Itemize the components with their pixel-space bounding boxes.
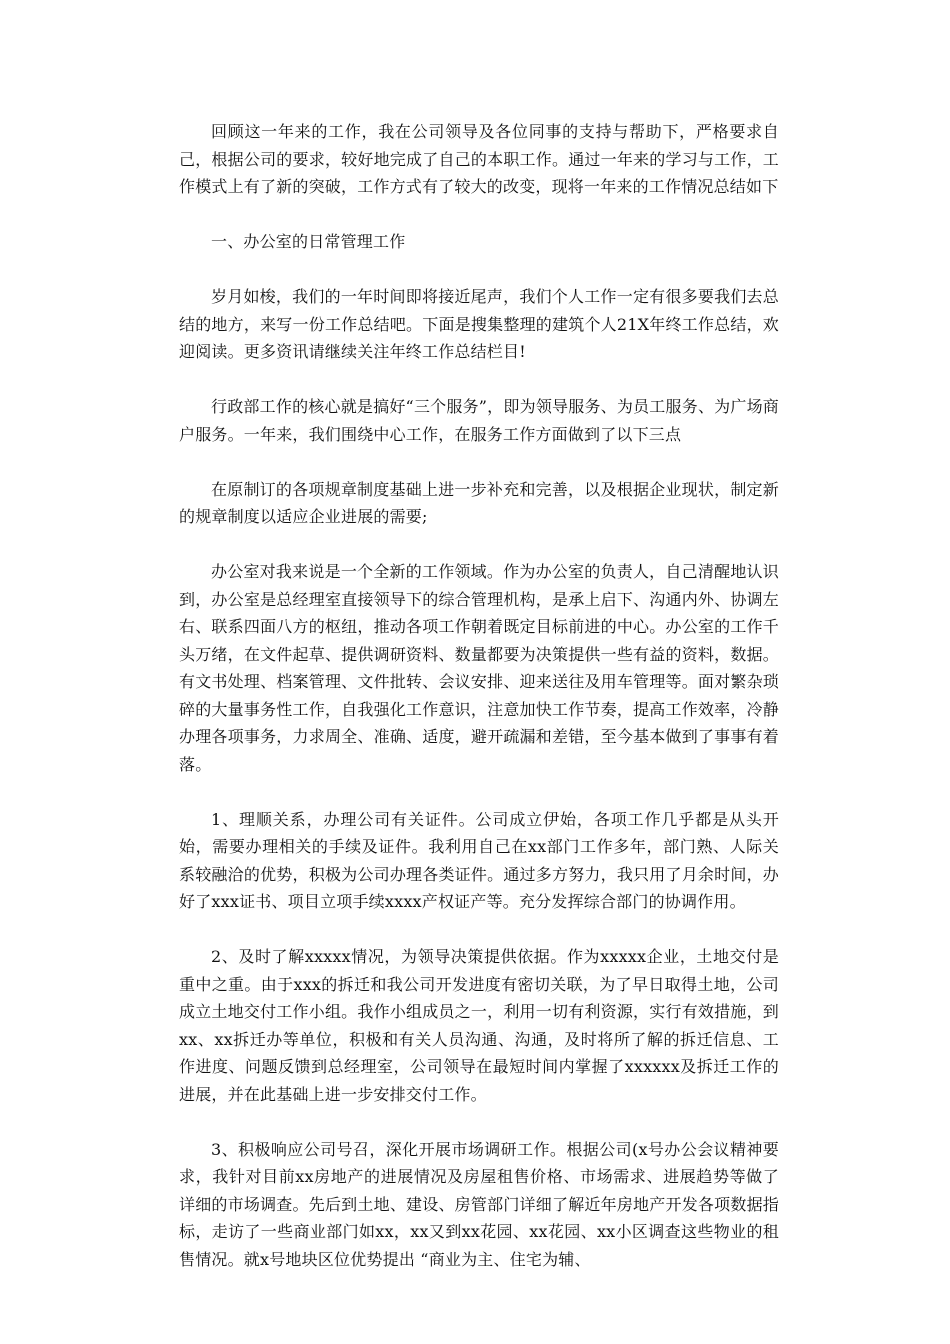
body-paragraph: 在原制订的各项规章制度基础上进一步补充和完善，以及根据企业现状，制定新的规章制度以适应企业进展的需要;	[179, 479, 779, 526]
document-body	[179, 118, 779, 1301]
numbered-item-paragraph: 1、理顺关系，办理公司有关证件。公司成立伊始，各项工作几乎都是从头开始，需要办理相关的手续及证件。我利用自己在xx部门工作多年，部门熟、人际关系较融洽的优势，积极为公司办理各类证件。通过多方努力，我只用了月余时间，办好了xxx证书、项目立项手续xxxx产权证产等。充分发挥综合部门的协调作用。	[179, 809, 779, 911]
numbered-item-paragraph: 2、及时了解xxxxx情况，为领导决策提供依据。作为xxxxx企业，土地交付是重中之重。由于xxx的拆迁和我公司开发进度有密切关联，为了早日取得土地，公司成立土地交付工作小组。我作小组成员之一，利用一切有利资源，实行有效措施，到xx、xx拆迁办等单位，积极和有关人员沟通、沟通，及时将所了解的拆迁信息、工作进度、问题反馈到总经理室，公司领导在最短时间内掌握了xxxxxx及拆迁工作的进展，并在此基础上进一步安排交付工作。	[179, 947, 779, 1104]
numbered-item-paragraph: 3、积极响应公司号召，深化开展市场调研工作。根据公司(x号办公会议精神要求，我针对目前xx房地产的进展情况及房屋租售价格、市场需求、进展趋势等做了详细的市场调查。先后到土地、建设、房管部门详细了解近年房地产开发各项数据指标，走访了一些商业部门如xx，xx又到xx花园、xx花园、xx小区调查这些物业的租售情况。就x号地块区位优势提出 “商业为主、住宅为辅、	[179, 1139, 779, 1269]
section-heading: 一、办公室的日常管理工作	[211, 232, 406, 251]
intro-paragraph: 回顾这一年来的工作，我在公司领导及各位同事的支持与帮助下，严格要求自己，根据公司的要求，较好地完成了自己的本职工作。通过一年来的学习与工作，工作模式上有了新的突破，工作方式有了较大的改变，现将一年来的工作情况总结如下	[179, 122, 779, 196]
body-paragraph: 行政部工作的核心就是搞好“三个服务”，即为领导服务、为员工服务、为广场商户服务。一年来，我们围绕中心工作，在服务工作方面做到了以下三点	[179, 397, 779, 444]
body-paragraph: 岁月如梭，我们的一年时间即将接近尾声，我们个人工作一定有很多要我们去总结的地方，来写一份工作总结吧。下面是搜集整理的建筑个人21X年终工作总结，欢迎阅读。更多资讯请继续关注年终工作总结栏目!	[179, 287, 779, 361]
body-paragraph: 办公室对我来说是一个全新的工作领域。作为办公室的负责人，自己清醒地认识到，办公室是总经理室直接领导下的综合管理机构，是承上启下、沟通内外、协调左右、联系四面八方的枢纽，推动各项工作朝着既定目标前进的中心。办公室的工作千头万绪，在文件起草、提供调研资料、数量都要为决策提供一些有益的资料，数据。有文书处理、档案管理、文件批转、会议安排、迎来送往及用车管理等。面对繁杂琐碎的大量事务性工作，自我强化工作意识，注意加快工作节奏，提高工作效率，冷静办理各项事务，力求周全、准确、适度，避开疏漏和差错，至今基本做到了事事有着落。	[179, 562, 779, 774]
